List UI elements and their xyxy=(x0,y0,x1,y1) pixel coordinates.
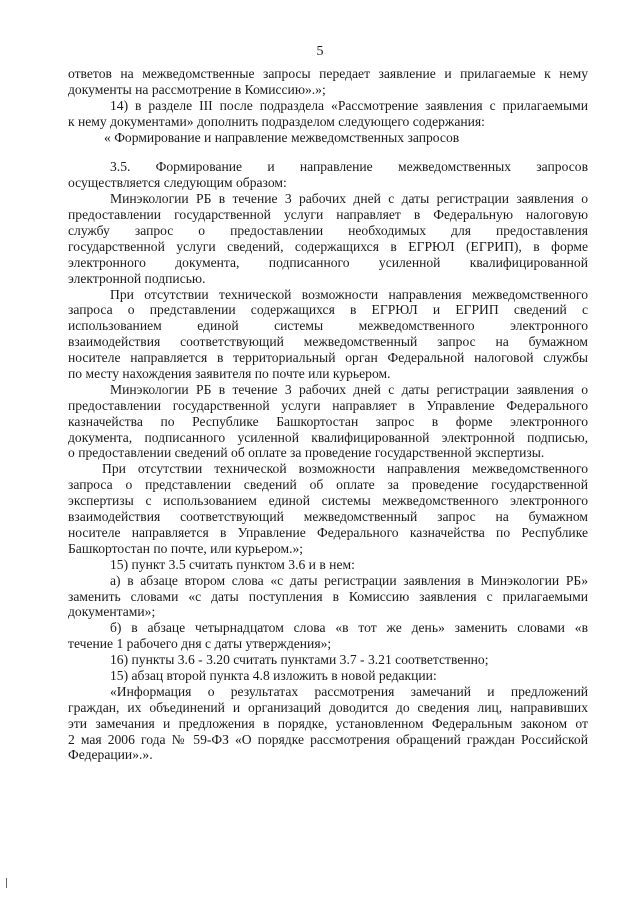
text-line: Башкортостан по почте, или курьером.»; xyxy=(68,540,304,556)
text-line: электронной подписью. xyxy=(68,270,206,286)
text-line: 16) пункты 3.6 - 3.20 считать пунктами 3.7 - 3.21 соответственно; xyxy=(110,652,489,668)
text-line: по месту нахождения заявителя по почте или курьером. xyxy=(68,366,391,382)
text-line: 2 мая 2006 года № 59-ФЗ «О порядке рассмотрения обращений граждан Российской xyxy=(68,731,588,747)
page-number: 5 xyxy=(316,44,324,59)
text-line: экспертизы с использованием единой системы межведомственного электронного xyxy=(68,493,588,509)
text-line: 15) пункт 3.5 считать пунктом 3.6 и в нем: xyxy=(110,556,355,572)
text-line: а) в абзаце втором слова «с даты регистрации заявления в Минэкологии РБ» xyxy=(110,572,588,588)
text-line: осуществляется следующим образом: xyxy=(68,175,287,191)
text-line: документами»; xyxy=(68,604,156,620)
text-line: б) в абзаце четырнадцатом слова «в тот же день» заменить словами «в xyxy=(110,620,588,636)
text-line: запроса о представлении содержащихся в ЕГРЮЛ и ЕГРИП сведений с xyxy=(68,302,588,318)
text-line: При отсутствии технической возможности направления межведомственного xyxy=(102,461,588,477)
text-line: граждан, их объединений и организаций доводится до сведения лиц, направивших xyxy=(68,699,588,715)
text-line: государственной услуги сведений, содержащихся в ЕГРЮЛ (ЕГРИП), в форме xyxy=(68,238,588,254)
text-line: 15) абзац второй пункта 4.8 изложить в новой редакции: xyxy=(110,667,437,683)
margin-mark xyxy=(6,878,10,888)
text-line: «Информация о результатах рассмотрения замечаний и предложений xyxy=(110,683,588,699)
text-line: носителе направляется в территориальный орган Федеральной налоговой службы xyxy=(68,350,588,366)
text-line: документы на рассмотрение в Комиссию».»; xyxy=(68,81,326,97)
text-line: Минэкологии РБ в течение 3 рабочих дней с даты регистрации заявления о xyxy=(110,381,588,397)
text-line: заменить словами «с даты поступления в Комиссию заявления с прилагаемыми xyxy=(68,588,588,604)
text-line: казначейства по Республике Башкортостан запрос в форме электронного xyxy=(68,413,588,429)
text-line: к нему документами» дополнить подразделом следующего содержания: xyxy=(68,113,485,129)
text-line: взаимодействия соответствующий межведомственный запрос на бумажном xyxy=(68,334,588,350)
text-line: взаимодействия соответствующий межведомственный запрос на бумажном xyxy=(68,509,588,525)
text-line: службу запрос о предоставлении необходимых для предоставления xyxy=(68,223,588,239)
text-line: использованием единой системы межведомственного электронного xyxy=(68,318,588,334)
text-line: 3.5. Формирование и направление межведомственных запросов xyxy=(110,159,588,175)
text-line: Федерации».». xyxy=(68,747,153,763)
text-line: электронного документа, подписанного усиленной квалифицированной xyxy=(68,254,588,270)
text-line: ответов на межведомственные запросы передает заявление и прилагаемые к нему xyxy=(68,66,588,81)
text-line: носителе направляется в Управление Федерального казначейства по Республике xyxy=(68,524,588,540)
text-line: запроса о представлении сведений об оплате за проведение государственной xyxy=(68,477,588,493)
blank-line xyxy=(68,145,588,159)
text-line: о предоставлении сведений об оплате за проведение государственной экспертизы. xyxy=(68,445,545,461)
text-line: 14) в разделе III после подраздела «Рассмотрение заявления с прилагаемыми xyxy=(110,97,588,113)
text-line: При отсутствии технической возможности направления межведомственного xyxy=(110,286,588,302)
text-line: течение 1 рабочего дня с даты утверждения»; xyxy=(68,636,332,652)
text-line: Минэкологии РБ в течение 3 рабочих дней с даты регистрации заявления о xyxy=(110,191,588,207)
text-line: « Формирование и направление межведомственных запросов xyxy=(104,129,460,145)
text-line: предоставлении государственной услуги направляет в Федеральную налоговую xyxy=(68,207,588,223)
text-line: эти замечания и предложения в порядке, установленном Федеральным законом от xyxy=(68,715,588,731)
text-line: предоставлении государственной услуги направляет в Управление Федерального xyxy=(68,397,588,413)
document-body xyxy=(68,66,588,763)
text-line: документа, подписанного усиленной квалифицированной электронной подписью, xyxy=(68,429,588,445)
